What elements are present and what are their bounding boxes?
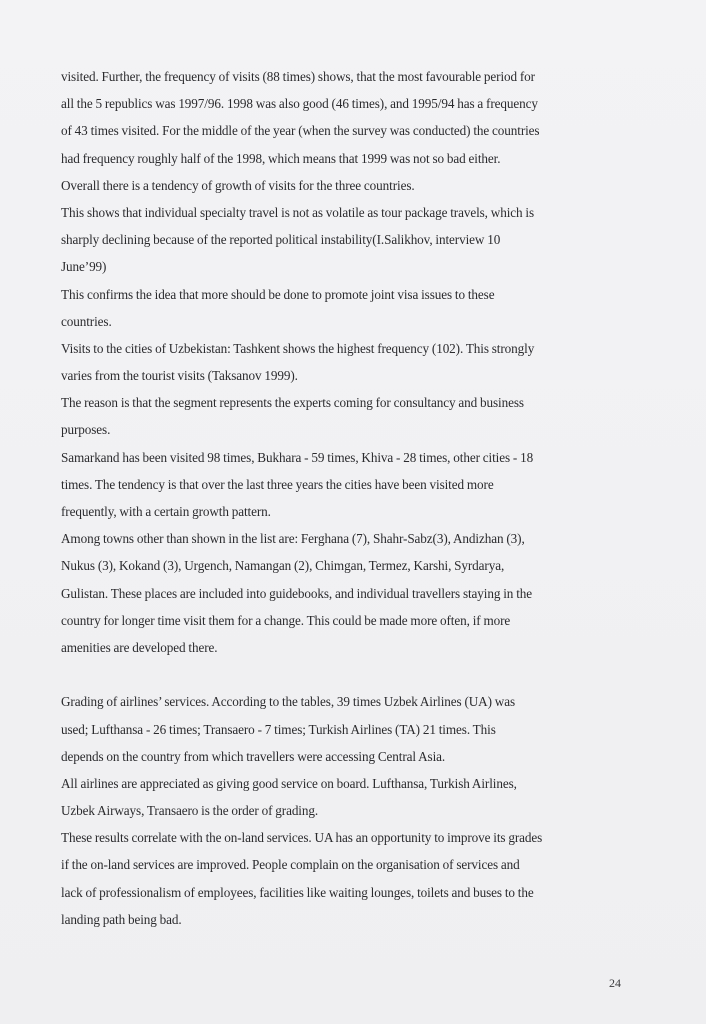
- text-line: Samarkand has been visited 98 times, Bukhara - 59 times, Khiva - 28 times, other cities - 18: [61, 449, 534, 465]
- page-number: 24: [609, 976, 621, 990]
- text-line: This confirms the idea that more should be done to promote joint visa issues to these: [61, 286, 495, 302]
- text-line: landing path being bad.: [61, 911, 182, 927]
- text-line: times. The tendency is that over the last three years the cities have been visited more: [61, 476, 494, 492]
- text-line: Gulistan. These places are included into guidebooks, and individual travellers staying in the: [61, 585, 533, 601]
- text-line: of 43 times visited. For the middle of the year (when the survey was conducted) the countries: [61, 123, 540, 139]
- text-line: The reason is that the segment represents the experts coming for consultancy and business: [61, 395, 524, 411]
- text-line: had frequency roughly half of the 1998, which means that 1999 was not so bad either.: [61, 150, 501, 166]
- text-line: June’99): [61, 259, 107, 275]
- text-line: purposes.: [61, 422, 111, 438]
- text-line: Overall there is a tendency of growth of visits for the three countries.: [61, 177, 415, 193]
- text-line: These results correlate with the on-land services. UA has an opportunity to improve its grades: [61, 830, 543, 846]
- text-line: country for longer time visit them for a change. This could be made more often, if more: [61, 612, 511, 628]
- text-line: visited. Further, the frequency of visits (88 times) shows, that the most favourable period for: [61, 69, 535, 84]
- text-line: used; Lufthansa - 26 times; Transaero - 7 times; Turkish Airlines (TA) 21 times. This: [61, 721, 496, 737]
- text-line: Visits to the cities of Uzbekistan: Tashkent shows the highest frequency (102). This strongly: [61, 340, 535, 356]
- text-line: Among towns other than shown in the list are: Ferghana (7), Shahr-Sabz(3), Andizhan (3),: [61, 531, 525, 547]
- text-line: if the on-land services are improved. People complain on the organisation of services and: [61, 857, 520, 873]
- text-line: sharply declining because of the reported political instability(I.Salikhov, interview 10: [61, 232, 501, 248]
- text-line: frequently, with a certain growth pattern.: [61, 504, 271, 519]
- text-line: amenities are developed there.: [61, 639, 218, 655]
- text-line: This shows that individual specialty travel is not as volatile as tour package travels, which is: [61, 204, 534, 220]
- text-line: Grading of airlines’ services. According to the tables, 39 times Uzbek Airlines (UA) was: [61, 694, 515, 710]
- text-line: Uzbek Airways, Transaero is the order of grading.: [61, 803, 319, 819]
- text-line: varies from the tourist visits (Taksanov 1999).: [61, 368, 298, 384]
- text-line: All airlines are appreciated as giving good service on board. Lufthansa, Turkish Airlines,: [61, 775, 517, 791]
- text-line: all the 5 republics was 1997/96. 1998 was also good (46 times), and 1995/94 has a frequency: [61, 96, 538, 112]
- text-line: lack of professionalism of employees, facilities like waiting lounges, toilets and buses to the: [61, 884, 534, 900]
- paragraph-gap: [61, 661, 641, 688]
- text-line: Nukus (3), Kokand (3), Urgench, Namangan (2), Chimgan, Termez, Karshi, Syrdarya,: [61, 558, 505, 574]
- text-line: depends on the country from which travellers were accessing Central Asia.: [61, 748, 446, 764]
- body-text: [61, 63, 641, 933]
- text-line: countries.: [61, 313, 112, 329]
